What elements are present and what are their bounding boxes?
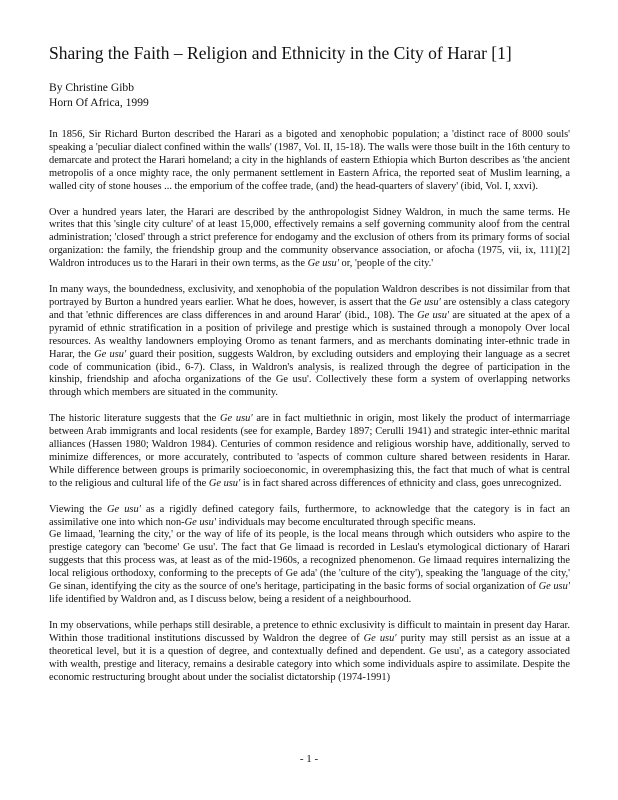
text-run: are situated at the apex of a pyramid of ethnic stratification in a position of privilege and prestige which is sustained through a monopoly Over local resources. As wealthy landowners employing Oromo as tenant farmers, and as merchants dominating inter-ethnic trade in Harar, the — [49, 309, 570, 360]
text-run: are ostensibly a class category and that 'ethnic differences are class differences in and around Harar' (ibid., 108). The — [49, 296, 570, 321]
document-title: Sharing the Faith – Religion and Ethnicity in the City of Harar [1] — [49, 43, 512, 63]
text-run: individuals may become enculturated through specific means. — [216, 516, 476, 528]
text-run: Viewing the — [49, 503, 108, 515]
text-run: In many ways, the boundedness, exclusivity, and xenophobia of the population Waldron describes is not dissimilar from that portrayed by Burton a hundred years earlier. What he does, however, is assert that the — [49, 284, 570, 308]
byline — [49, 80, 589, 110]
source-line: Horn Of Africa, 1999 — [49, 96, 149, 109]
author-line: By Christine Gibb — [49, 81, 135, 94]
text-run: life identified by Waldron and, as I discuss below, being a resident of a neighbourhood. — [49, 594, 412, 605]
body-paragraph — [49, 504, 570, 530]
body-paragraph — [49, 529, 570, 606]
text-run: is in fact shared across differences of ethnicity and class, goes unrecognized. — [240, 477, 562, 489]
italic-term: Ge usu' — [363, 632, 397, 644]
body-paragraph — [49, 129, 570, 194]
italic-term: Ge usu' — [417, 309, 450, 321]
body-paragraph — [49, 413, 570, 490]
text-run: are in fact multiethnic in origin, most likely the product of intermarriage between Arab immigrants and local residents (see for example, Bardey 1897; Cerulli 1941) and strategic inter-ethnic marital alliances (Hassen 1980; Waldron 1984). Centuries of common residence and religious worship have, additionally, served to minimize differences, or more accurately, contributed to 'aspects of common culture shared between residents in Harar. While difference between groups is primarily socioeconomic, in overemphasizing this, the fact that much of what is central to the religious and cultural life of the — [49, 413, 570, 489]
body-paragraph — [49, 620, 570, 685]
text-run: The historic literature suggests that the — [49, 413, 220, 425]
body-paragraph — [49, 207, 570, 272]
text-run: as a rigidly defined category fails, furthermore, to acknowledge that the category is in fact an assimilative one into which non- — [49, 503, 571, 528]
text-run: or, 'people of the city.' — [338, 258, 434, 270]
text-run: Over a hundred years later, the Harari are described by the anthropologist Sidney Waldron, in much the same terms. He writes that this 'single city culture' of at least 15,000, effectively remains a self governing community aloof from the central administration; 'closed' through a strict preference for endogamy and the exclusion of others from its primary forms of social organization: the family, the friendship group and the community observance association, or afocha (1975, vii, ix, 111)[2] Waldron introduces us to the Harari in their own terms, as the — [49, 206, 570, 270]
text-run: guard their position, suggests Waldron, by excluding outsiders and employing their language as a secret code of communication (ibid., 6-7). Class, in Waldron's analysis, is realized through the degree of participation in the kinship, friendship and afocha organizations of the Ge usu'. Collectively these form a system of overlapping networks through which members are situated in the community. — [49, 348, 570, 399]
text-run: In my observations, while perhaps still desirable, a pretence to ethnic exclusivity is difficult to maintain in present day Harar. Within those traditional institutions discussed by Waldron the degree of — [49, 619, 570, 644]
italic-term: Ge usu' — [107, 503, 141, 515]
italic-term: Ge usu' — [94, 348, 127, 360]
text-run: In 1856, Sir Richard Burton described the Harari as a bigoted and xenophobic population; a 'distinct race of 8000 souls' speaking a 'peculiar dialect confined within the walls' (1987, Vol. II, 15-18). The walls were those built in the 16th century to demarcate and protect the Harari homeland; a city in the highlands of eastern Ethiopia which Burton describes as 'the ancient metropolis of a once mighty race, the only permanent settlement in Eastern Africa, the reported seat of Muslim learning, a walled city of stone houses ... the emporium of the coffee trade, (and) the head-quarters of slavery' (ibid, Vol. I, xxvi). — [49, 129, 570, 192]
italic-term: Ge usu' — [220, 413, 253, 425]
italic-term: Ge usu' — [409, 296, 441, 308]
italic-term: Ge usu' — [208, 477, 241, 489]
text-run: purity may still persist as an issue at a theoretical level, but it is a question of degree, and contextually defined and dependent. Ge usu', as a category associated with wealth, prestige and literacy, remains a desirable category into which some individuals aspire to assimilate. Despite the economic restructuring brought about under the socialist dictatorship (1974-1991) — [49, 632, 570, 683]
italic-term: Ge usu' — [184, 516, 217, 528]
page-number: - 1 - — [299, 753, 319, 765]
italic-term: Ge usu' — [538, 581, 570, 593]
text-run: Ge limaad, 'learning the city,' or the way of life of its people, is the local means through which outsiders who aspire to the prestige category can 'become' Ge usu'. The fact that Ge limaad is recorded in Leslau's etymological dictionary of Harari suggests that this process was, at least as of the mid-1960s, a recognized phenomenon. Ge limaad requires internalizing the local religious orthodoxy, conforming to the precepts of Ge ada' (the 'culture of the city'), speaking the 'language of the city,' Ge sinan, identifying the city as the source of one's heritage, participating in the basic forms of social organization of — [49, 529, 570, 593]
italic-term: Ge usu' — [307, 258, 339, 270]
body-paragraph — [49, 284, 570, 400]
document-body — [49, 129, 570, 697]
